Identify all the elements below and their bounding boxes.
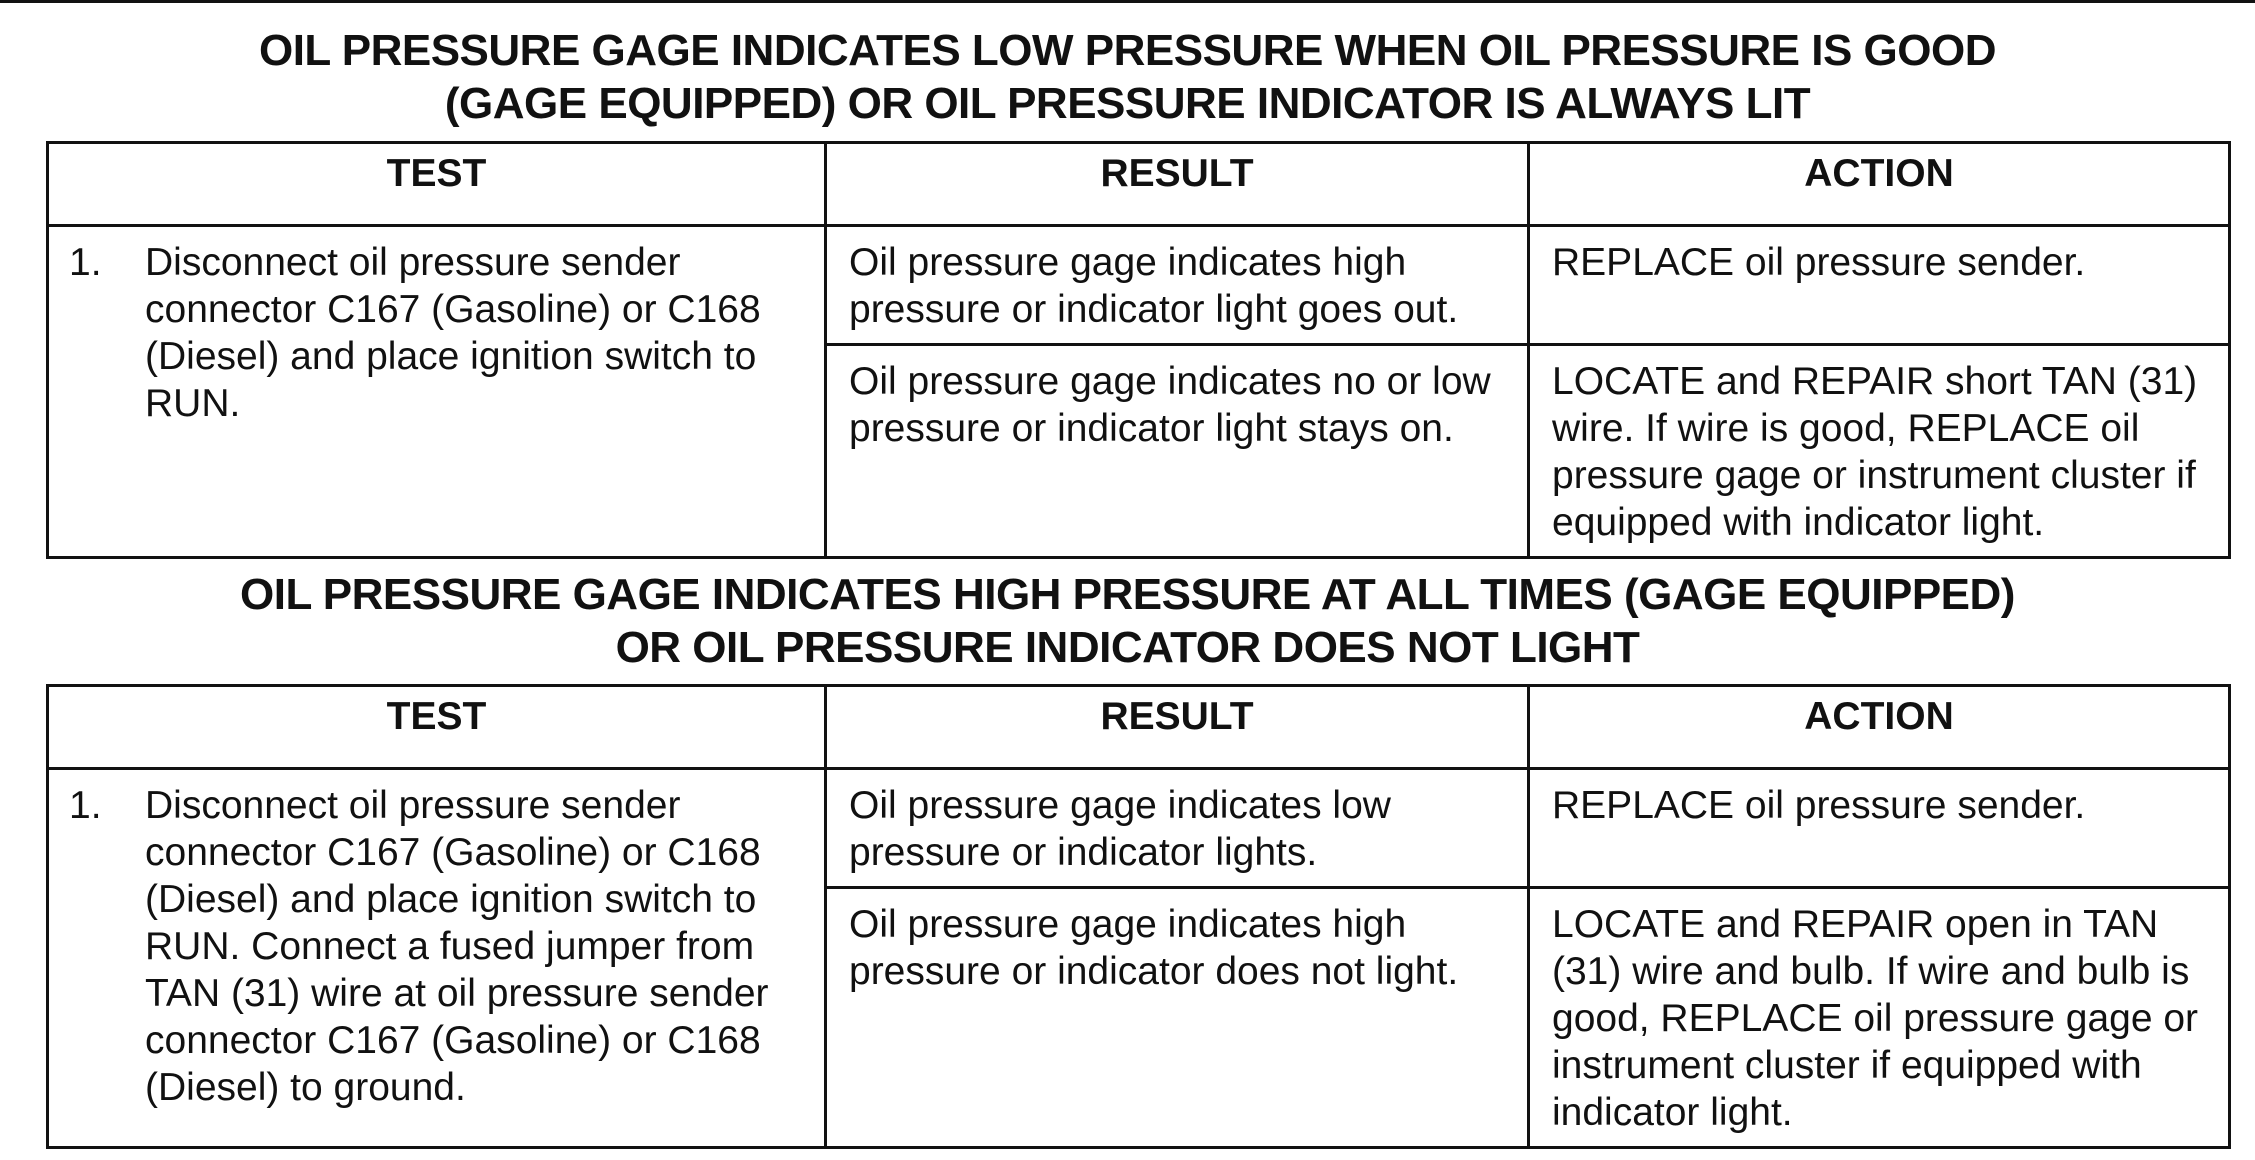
section-2-heading-line-1: OIL PRESSURE GAGE INDICATES HIGH PRESSURE AT ALL TIMES (GAGE EQUIPPED) <box>240 570 2015 619</box>
column-header-action: ACTION <box>1529 143 2230 226</box>
test-step-text: Disconnect oil pressure sender connector C167 (Gasoline) or C168 (Diesel) and place ignition switch to RUN. Connect a fused jumper from TAN (31) wire at oil pressure sender connector C167 (Gasoline) or C168 (Diesel) to ground. <box>145 784 769 1109</box>
section-1-table <box>46 141 2231 559</box>
column-header-action: ACTION <box>1529 686 2230 769</box>
table-header-row <box>48 686 2230 769</box>
test-step-cell <box>48 226 826 558</box>
section-1-heading-line-2: (GAGE EQUIPPED) OR OIL PRESSURE INDICATOR IS ALWAYS LIT <box>444 79 1811 128</box>
section-2-heading <box>0 568 2255 674</box>
column-header-result: RESULT <box>826 143 1529 226</box>
result-cell: Oil pressure gage indicates high pressure or indicator does not light. <box>826 888 1529 1148</box>
section-2-heading-line-2: OR OIL PRESSURE INDICATOR DOES NOT LIGHT <box>615 623 1640 672</box>
column-header-test: TEST <box>48 686 826 769</box>
column-header-test: TEST <box>48 143 826 226</box>
test-step-number: 1. <box>69 784 102 827</box>
table-header-row <box>48 143 2230 226</box>
top-rule <box>0 0 2255 3</box>
result-cell: Oil pressure gage indicates no or low pressure or indicator light stays on. <box>826 345 1529 558</box>
result-cell: Oil pressure gage indicates high pressure or indicator light goes out. <box>826 226 1529 345</box>
action-cell: REPLACE oil pressure sender. <box>1529 769 2230 888</box>
action-cell: LOCATE and REPAIR short TAN (31) wire. If wire is good, REPLACE oil pressure gage or instrument cluster if equipped with indicator light. <box>1529 345 2230 558</box>
section-2-table <box>46 684 2231 1149</box>
column-header-result: RESULT <box>826 686 1529 769</box>
action-cell: REPLACE oil pressure sender. <box>1529 226 2230 345</box>
test-step-text: Disconnect oil pressure sender connector C167 (Gasoline) or C168 (Diesel) and place ignition switch to RUN. <box>145 241 761 425</box>
section-1-heading-line-1: OIL PRESSURE GAGE INDICATES LOW PRESSURE WHEN OIL PRESSURE IS GOOD <box>258 26 1996 75</box>
test-step-cell <box>48 769 826 1148</box>
section-1-heading <box>0 24 2255 130</box>
test-step-number: 1. <box>69 241 102 284</box>
result-cell: Oil pressure gage indicates low pressure or indicator lights. <box>826 769 1529 888</box>
table-row <box>48 769 2230 888</box>
action-cell: LOCATE and REPAIR open in TAN (31) wire and bulb. If wire and bulb is good, REPLACE oil pressure gage or instrument cluster if equipped with indicator light. <box>1529 888 2230 1148</box>
table-row <box>48 226 2230 345</box>
